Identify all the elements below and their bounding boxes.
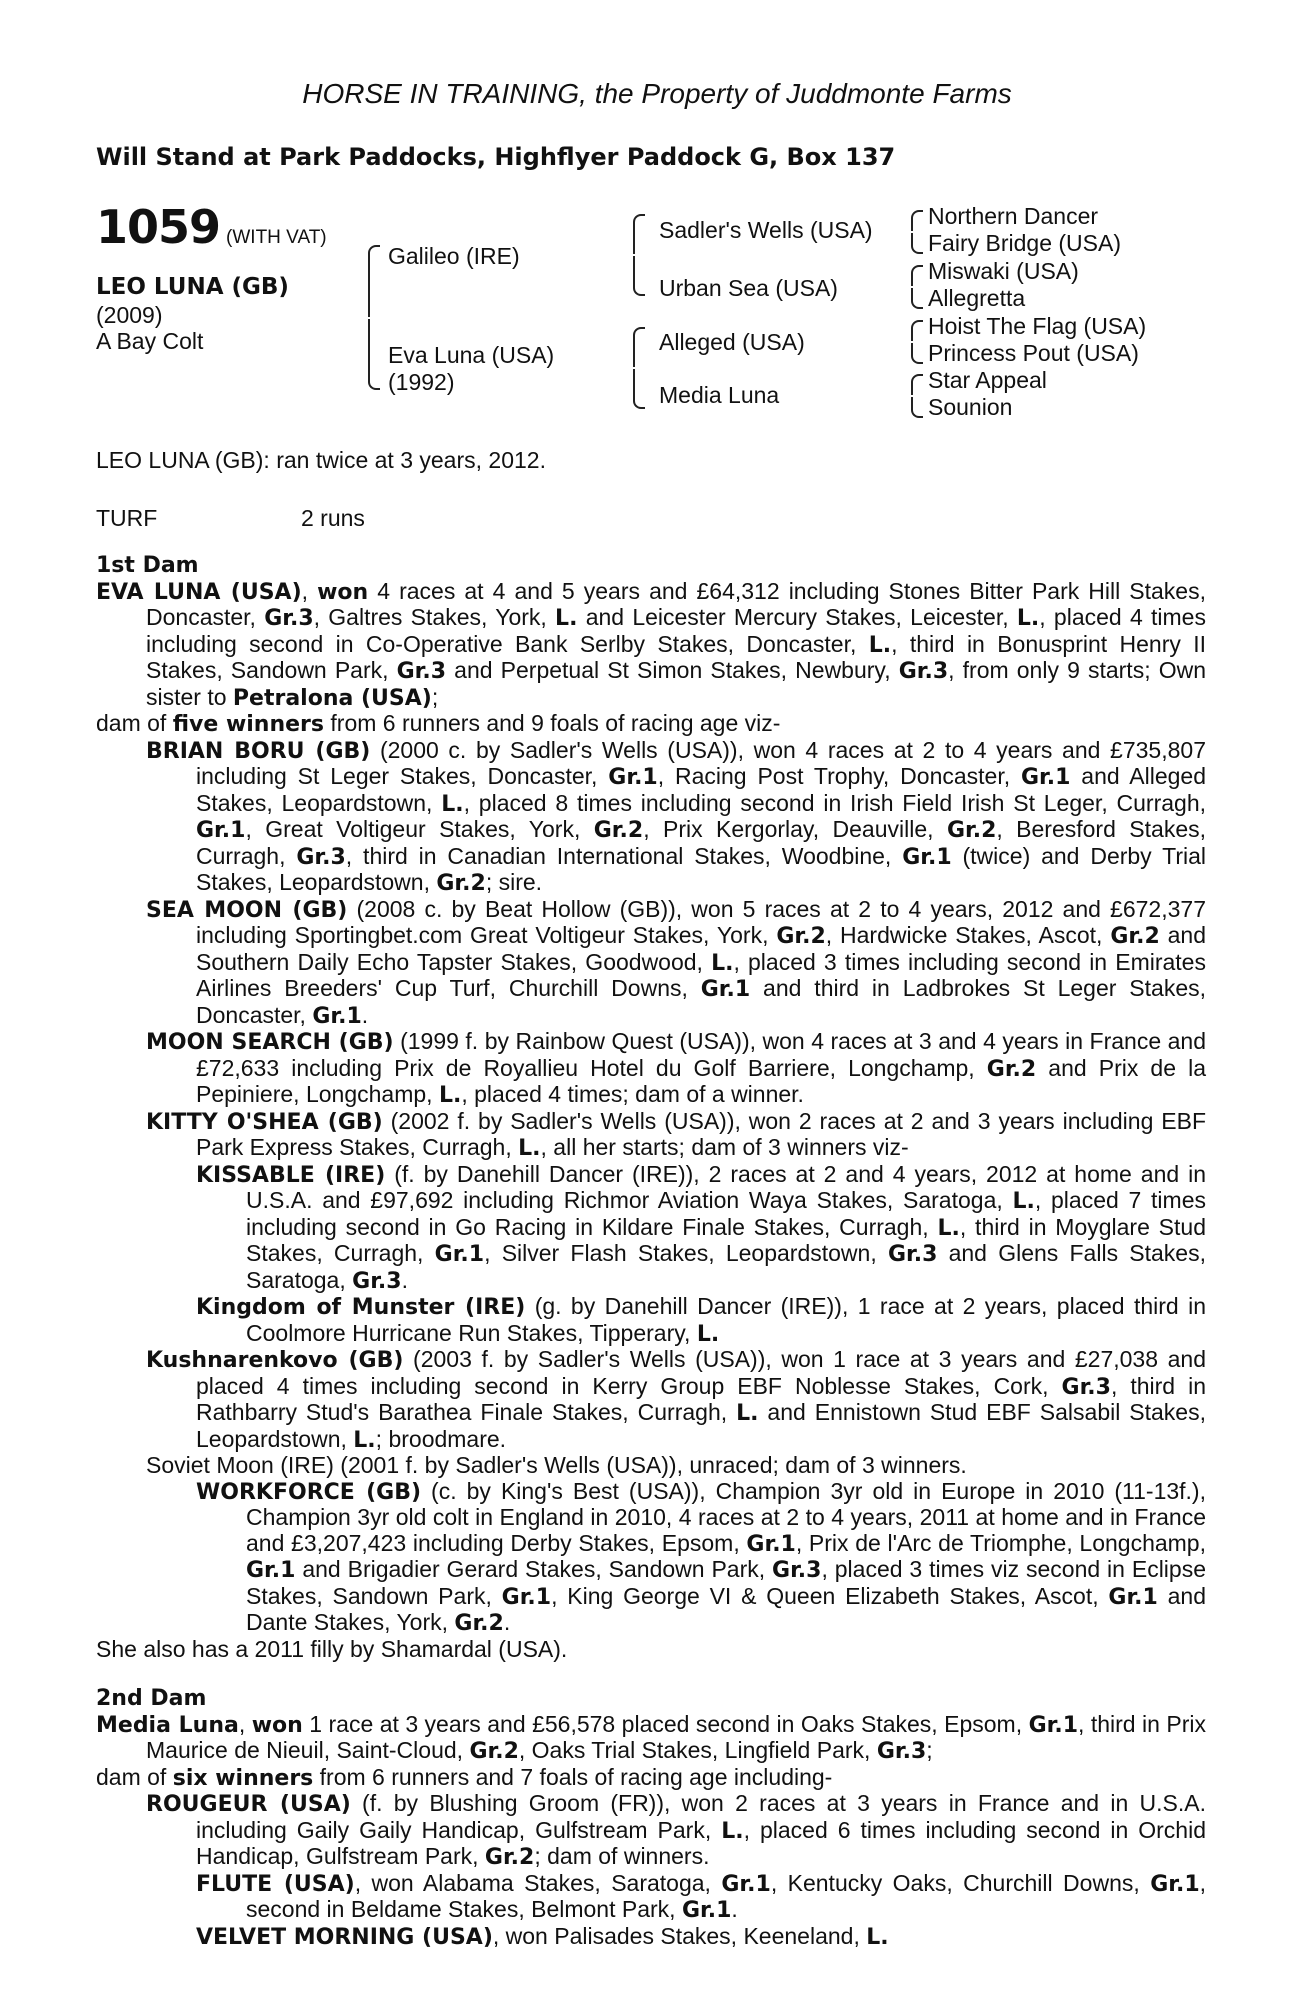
text-run: , third in Moyglare Stud Stakes, Curragh, (246, 1213, 1207, 1266)
text-run: BRIAN BORU (GB) (146, 738, 371, 764)
text-run: (f. by Danehill Dancer (IRE)), 2 races at 2 and 4 years, 2012 at home and in U.S.A. and £97,692 including Richmor Aviation Waya Stakes, Saratoga, (246, 1160, 1206, 1213)
text-run: Gr.3 (296, 844, 346, 870)
first-dam-paragraph (96, 1347, 1206, 1453)
pedigree-ggp-5: Hoist The Flag (USA) (928, 313, 1147, 339)
text-run: (1999 f. by Rainbow Quest (USA)), won 4 races at 3 and 4 years in France and £72,633 including Prix de Royallieu Hotel du Golf Barriere, Longchamp, (196, 1028, 1206, 1081)
text-run: , won Palisades Stakes, Keeneland, (492, 1922, 867, 1949)
second-dam-paragraph (96, 1791, 1206, 1871)
text-run: 4 races at 4 and 5 years and £64,312 including Stones Bitter Park Hill Stakes, Doncaster, (146, 577, 1206, 630)
pedigree-brace (911, 265, 921, 309)
text-run: Kushnarenkovo (GB) (146, 1348, 404, 1373)
text-run: (f. by Blushing Groom (FR)), won 2 races at 3 years in France and in U.S.A. including Gaily Gaily Handicap, Gulfstream Park, (196, 1790, 1206, 1843)
text-run: Gr.1 (902, 844, 952, 870)
text-run: Gr.2 (986, 1056, 1037, 1082)
text-run: . (731, 1896, 738, 1922)
text-run: , third in Rathbarry Stud's Barathea Finale Stakes, Curragh, (196, 1372, 1206, 1425)
text-run: Gr.2 (946, 818, 997, 843)
surface-label: TURF (96, 505, 158, 531)
text-run: 1 race at 3 years and £56,578 placed second in Oaks Stakes, Epsom, (302, 1710, 1029, 1737)
text-run: Gr.1 (434, 1242, 485, 1267)
text-run: ; broodmare. (375, 1425, 507, 1452)
second-dam-paragraph (96, 1712, 1206, 1765)
text-run: Gr.3 (352, 1268, 402, 1294)
text-run: Gr.2 (484, 1845, 535, 1870)
lot-number: 1059 (96, 200, 221, 254)
text-run: Gr.2 (1110, 924, 1160, 949)
text-run: , King George VI & Queen Elizabeth Stakes, Ascot, (551, 1582, 1109, 1609)
text-run: L. (1012, 1189, 1035, 1214)
first-dam-paragraph (96, 1162, 1206, 1295)
text-run: Gr.1 (246, 1558, 296, 1583)
text-run: FLUTE (USA) (196, 1871, 355, 1897)
text-run: L. (518, 1136, 541, 1161)
second-dam-paragraph (96, 1924, 1206, 1951)
text-run: . (361, 1001, 369, 1028)
text-run: , placed 3 times viz second in Eclipse Stakes, Sandown Park, (246, 1556, 1206, 1609)
pedigree-dam-sire: Alleged (USA) (659, 329, 805, 355)
dam-records (96, 553, 1206, 1950)
text-run: from 6 runners and 7 foals of racing age including- (313, 1763, 833, 1790)
text-run: , all her starts; dam of 3 winners viz- (540, 1134, 909, 1160)
text-run: Gr.1 (1028, 1712, 1078, 1738)
first-dam-paragraph (96, 897, 1206, 1030)
first-dam-paragraph (96, 579, 1206, 712)
text-run: , placed 8 times including second in Irish Field Irish St Leger, Curragh, (463, 789, 1207, 816)
text-run: Gr.1 (312, 1003, 362, 1029)
text-run: and Ennistown Stud EBF Salsabil Stakes, Leopardstown, (196, 1399, 1206, 1452)
text-run: L. (696, 1321, 720, 1347)
text-run: and Southern Daily Echo Tapster Stakes, Goodwood, (196, 922, 1207, 975)
pedigree-dam-dam: Media Luna (659, 382, 780, 408)
text-run: Gr.1 (501, 1584, 552, 1610)
text-run: , Hardwicke Stakes, Ascot, (825, 922, 1111, 948)
text-run: , placed 4 times; dam of a winner. (461, 1081, 804, 1107)
first-dam-heading: 1st Dam (96, 553, 199, 578)
pedigree-sire-sire: Sadler's Wells (USA) (659, 217, 873, 243)
text-run: Gr.2 (776, 924, 826, 949)
text-run: L. (711, 950, 734, 976)
text-run: L. (937, 1215, 960, 1241)
text-run: Gr.1 (746, 1531, 796, 1557)
text-run: and Prix de la Pepiniere, Longchamp, (196, 1054, 1206, 1107)
first-dam-paragraph (96, 738, 1206, 897)
pedigree-ggp-7: Star Appeal (928, 367, 1047, 393)
text-run: She also has a 2011 filly by Shamardal (USA). (96, 1635, 568, 1662)
second-dam-paragraph (96, 1765, 1206, 1792)
pedigree-dam-year: (1992) (388, 369, 455, 395)
text-run: L. (736, 1401, 759, 1426)
pedigree-ggp-3: Miswaki (USA) (928, 258, 1079, 284)
pedigree-brace (368, 245, 380, 390)
text-run: ; sire. (485, 869, 543, 895)
text-run: , third in Bonusprint Henry II Stakes, Sandown Park, (146, 630, 1206, 683)
text-run: and Dante Stakes, York, (246, 1582, 1207, 1635)
text-run: six winners (172, 1765, 314, 1791)
vat-note: (WITH VAT) (226, 227, 327, 248)
text-run: L. (353, 1427, 376, 1453)
text-run: Media Luna (96, 1712, 239, 1738)
text-run: and Glens Falls Stakes, Saratoga, (246, 1240, 1206, 1293)
text-run: WORKFORCE (GB) (196, 1479, 422, 1505)
text-run: and third in Ladbrokes St Leger Stakes, Doncaster, (196, 975, 1206, 1028)
page-title: HORSE IN TRAINING, the Property of Juddmonte Farms (302, 78, 1012, 109)
pedigree-brace (911, 210, 921, 254)
text-run: Gr.3 (887, 1242, 938, 1267)
pedigree-brace (911, 374, 921, 418)
pedigree-dam: Eva Luna (USA) (388, 342, 555, 368)
text-run: , Beresford Stakes, Curragh, (196, 816, 1206, 869)
text-run: , third in Prix Maurice de Nieuil, Saint-Cloud, (146, 1710, 1206, 1763)
text-run: Gr.1 (1108, 1584, 1158, 1610)
pedigree-sire: Galileo (IRE) (388, 243, 520, 269)
text-run: Soviet Moon (IRE) (2001 f. by Sadler's Wells (USA)), unraced; dam of 3 winners. (146, 1452, 967, 1478)
text-run: , (238, 1710, 252, 1737)
runs-count: 2 runs (301, 505, 365, 531)
text-run: , Galtres Stakes, York, (313, 604, 556, 630)
text-run: ; dam of winners. (534, 1843, 710, 1869)
text-run: dam of (96, 710, 173, 736)
text-run: Gr.2 (454, 1611, 504, 1636)
text-run: (twice) and Derby Trial Stakes, Leopardstown, (196, 842, 1206, 895)
text-run: and Perpetual St Simon Stakes, Newbury, (446, 657, 899, 683)
text-run: , won Alabama Stakes, Saratoga, (354, 1869, 722, 1896)
text-run: , Oaks Trial Stakes, Lingfield Park, (518, 1737, 877, 1763)
first-dam-paragraph (96, 1109, 1206, 1162)
text-run: Gr.1 (608, 765, 658, 790)
text-run: . (401, 1266, 408, 1293)
first-dam-paragraph (96, 1453, 1206, 1479)
text-run: Gr.1 (700, 977, 751, 1002)
text-run: Gr.3 (876, 1739, 927, 1764)
text-run: , Prix Kergorlay, Deauville, (643, 816, 947, 842)
text-run: won (317, 579, 369, 605)
text-run: KITTY O'SHEA (GB) (146, 1109, 383, 1135)
text-run: L. (721, 1818, 744, 1844)
text-run: Gr.1 (721, 1871, 771, 1897)
text-run: Kingdom of Munster (IRE) (196, 1295, 526, 1320)
text-run: , (301, 577, 318, 604)
text-run: Petralona (USA) (232, 685, 432, 711)
text-run: , Silver Flash Stakes, Leopardstown, (484, 1240, 888, 1266)
text-run: from 6 runners and 9 foals of racing age viz- (324, 710, 781, 736)
text-run: L. (441, 791, 464, 817)
text-run: Gr.3 (264, 606, 314, 631)
text-run: , third in Canadian International Stakes, Woodbine, (345, 842, 903, 869)
text-run: , second in Beldame Stakes, Belmont Park, (246, 1869, 1207, 1922)
pedigree-ggp-2: Fairy Bridge (USA) (928, 230, 1121, 256)
first-dam-paragraph (96, 1479, 1206, 1637)
text-run: EVA LUNA (USA) (96, 579, 302, 605)
second-dam-paragraph (96, 1871, 1206, 1924)
text-run: , placed 4 times including second in Co-Operative Bank Serlby Stakes, Doncaster, (146, 604, 1206, 657)
second-dam-heading: 2nd Dam (96, 1686, 207, 1711)
pedigree-sire-dam: Urban Sea (USA) (659, 275, 838, 301)
text-run: dam of (96, 1763, 173, 1790)
pedigree-ggp-1: Northern Dancer (928, 203, 1099, 229)
text-run: won (251, 1712, 303, 1738)
first-dam-paragraph (96, 711, 1206, 738)
text-run: (2008 c. by Beat Hollow (GB)), won 5 races at 2 to 4 years, 2012 and £672,377 including Sportingbet.com Great Voltigeur Stakes, York, (196, 895, 1206, 948)
text-run: , placed 7 times including second in Go Racing in Kildare Finale Stakes, Curragh, (246, 1187, 1206, 1240)
first-dam-section (96, 579, 1206, 1663)
text-run: ; (926, 1737, 933, 1763)
text-run: (2002 f. by Sadler's Wells (USA)), won 2 races at 2 and 3 years including EBF Park Express Stakes, Curragh, (196, 1107, 1207, 1160)
pedigree-brace (633, 214, 645, 296)
text-run: . (503, 1609, 511, 1635)
pedigree-ggp-8: Sounion (928, 394, 1013, 420)
text-run: SEA MOON (GB) (146, 897, 348, 923)
pedigree-brace (633, 327, 645, 409)
pedigree-ggp-6: Princess Pout (USA) (928, 340, 1139, 366)
text-run: (g. by Danehill Dancer (IRE)), 1 race at 2 years, placed third in Coolmore Hurricane Run Stakes, Tipperary, (246, 1293, 1206, 1346)
text-run: , Prix de l'Arc de Triomphe, Longchamp, (795, 1529, 1206, 1556)
lot-header (96, 200, 327, 254)
text-run: MOON SEARCH (GB) (146, 1030, 394, 1055)
text-run: , from only 9 starts; Own sister to (146, 657, 1206, 710)
pedigree-ggp-4: Allegretta (928, 285, 1026, 311)
text-run: , Kentucky Oaks, Churchill Downs, (770, 1869, 1151, 1896)
text-run: VELVET MORNING (USA) (196, 1924, 493, 1950)
text-run: KISSABLE (IRE) (196, 1162, 386, 1188)
text-run: L. (555, 606, 578, 631)
text-run: (2000 c. by Sadler's Wells (USA)), won 4 races at 2 to 4 years and £735,807 including St Leger Stakes, Doncaster, (196, 736, 1206, 789)
text-run: Gr.2 (469, 1739, 519, 1764)
text-run: Gr.3 (772, 1558, 822, 1583)
text-run: and Leicester Mercury Stakes, Leicester, (577, 604, 1017, 630)
text-run: L. (1016, 606, 1040, 631)
first-dam-paragraph (96, 1294, 1206, 1347)
text-run: , Great Voltigeur Stakes, York, (245, 816, 594, 842)
second-dam-section (96, 1712, 1206, 1951)
text-run: L. (866, 1924, 889, 1950)
text-run: , placed 3 times including second in Emirates Airlines Breeders' Cup Turf, Churchill Downs, (196, 948, 1206, 1001)
pedigree-brace (911, 320, 921, 364)
text-run: L. (868, 632, 892, 658)
text-run: Gr.3 (898, 659, 949, 684)
text-run: Gr.1 (196, 818, 246, 843)
first-dam-paragraph (96, 1637, 1206, 1663)
horse-description: A Bay Colt (96, 328, 204, 354)
text-run: five winners (172, 712, 325, 737)
text-run: Gr.1 (681, 1898, 732, 1923)
text-run: Gr.2 (593, 818, 644, 843)
text-run: , Racing Post Trophy, Doncaster, (657, 763, 1021, 789)
text-run: Gr.1 (1021, 765, 1071, 790)
text-run: (2003 f. by Sadler's Wells (USA)), won 1 race at 3 years and £27,038 and placed 4 times including second in Kerry Group EBF Noblesse Stakes, Cork, (196, 1346, 1206, 1399)
text-run: Gr.1 (1150, 1871, 1200, 1897)
first-dam-paragraph (96, 1029, 1206, 1109)
text-run: Gr.2 (436, 871, 486, 896)
text-run: (c. by King's Best (USA)), Champion 3yr old in Europe in 2010 (11-13f.), Champion 3yr old colt in England in 2010, 4 races at 2 to 4 years, 2011 at home and in France and £3,207,423 including Derby Stakes, Epsom, (246, 1477, 1206, 1556)
text-run: ROUGEUR (USA) (146, 1792, 351, 1817)
text-run: , placed 6 times including second in Orchid Handicap, Gulfstream Park, (196, 1816, 1206, 1869)
text-run: ; (431, 683, 439, 710)
text-run: and Alleged Stakes, Leopardstown, (196, 763, 1206, 816)
horse-year: (2009) (96, 302, 163, 328)
text-run: L. (438, 1083, 462, 1108)
text-run: Gr.3 (396, 659, 447, 684)
race-summary: LEO LUNA (GB): ran twice at 3 years, 2012. (96, 447, 546, 473)
text-run: Gr.3 (1061, 1374, 1111, 1400)
horse-name: LEO LUNA (GB) (96, 274, 289, 300)
text-run: and Brigadier Gerard Stakes, Sandown Park, (295, 1556, 773, 1582)
stand-location: Will Stand at Park Paddocks, Highflyer Paddock G, Box 137 (96, 143, 896, 171)
